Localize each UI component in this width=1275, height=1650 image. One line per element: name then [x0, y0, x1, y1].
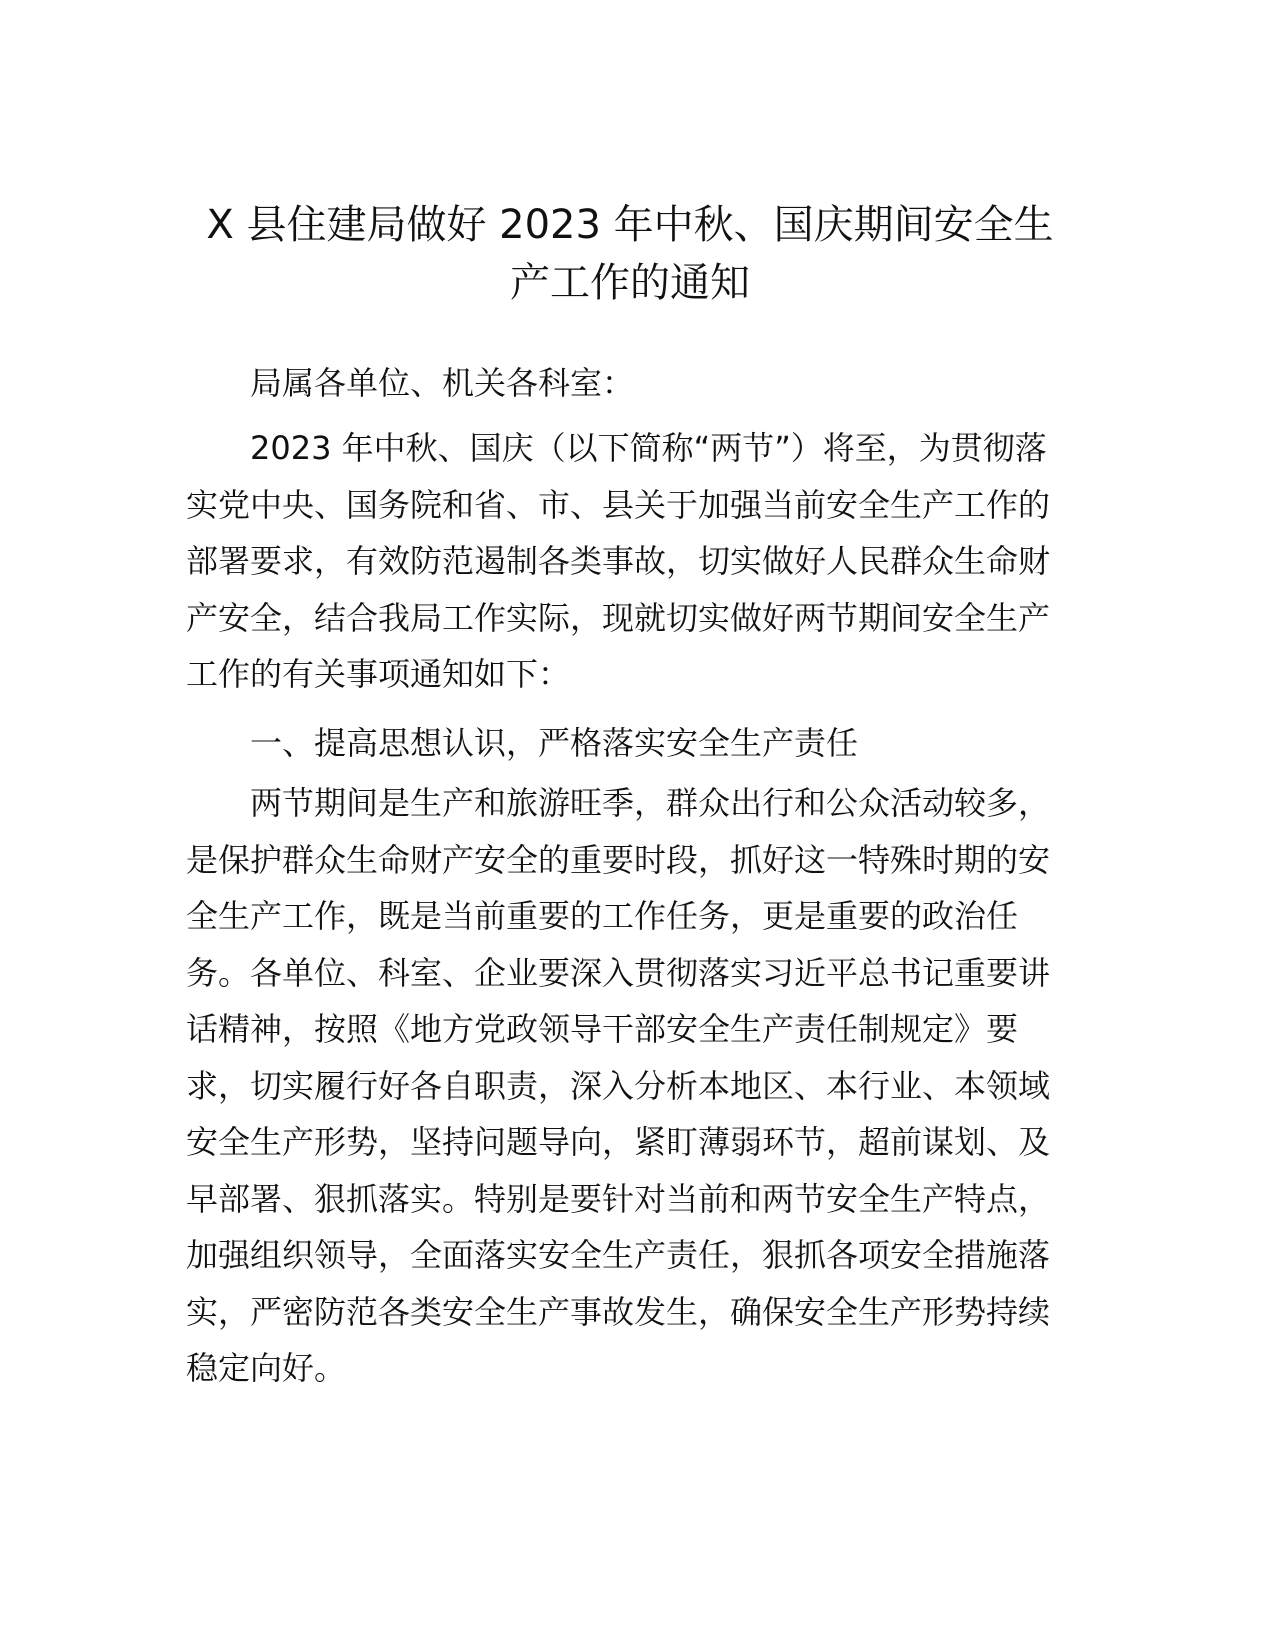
paragraph-line: 求，切实履行好各自职责，深入分析本地区、本行业、本领域 [186, 1066, 1051, 1105]
paragraph-line: 产安全，结合我局工作实际，现就切实做好两节期间安全生产 [186, 598, 1051, 637]
paragraph-line: 话精神，按照《地方党政领导干部安全生产责任制规定》要 [186, 1010, 1019, 1048]
section-heading-text: 一、提高思想认识，严格落实安全生产责任 [250, 724, 859, 762]
paragraph-section-1 [186, 775, 1090, 1397]
paragraph-line: 务。各单位、科室、企业要深入贯彻落实习近平总书记重要讲 [186, 953, 1051, 992]
title-line-2: 产工作的通知 [510, 260, 750, 306]
paragraph-line: 稳定向好。 [186, 1349, 347, 1387]
document-title [180, 196, 1080, 312]
paragraph-line: 2023 年中秋、国庆（以下简称“两节”）将至，为贯彻落 [250, 429, 1047, 467]
paragraph-line: 安全生产形势，坚持问题导向，紧盯薄弱环节，超前谋划、及 [186, 1123, 1051, 1161]
section-heading-1 [186, 715, 1090, 772]
paragraph-line: 实，严密防范各类安全生产事故发生，确保安全生产形势持续 [186, 1292, 1051, 1331]
salutation [186, 355, 1090, 412]
paragraph-line: 实党中央、国务院和省、市、县关于加强当前安全生产工作的 [186, 485, 1051, 524]
paragraph-line: 部署要求，有效防范遏制各类事故，切实做好人民群众生命财 [186, 542, 1051, 580]
paragraph-line: 早部署、狠抓落实。特别是要针对当前和两节安全生产特点， [186, 1179, 1051, 1218]
paragraph-line: 加强组织领导，全面落实安全生产责任，狠抓各项安全措施落 [186, 1236, 1051, 1274]
paragraph-intro [186, 420, 1090, 703]
paragraph-line: 两节期间是生产和旅游旺季，群众出行和公众活动较多， [250, 784, 1051, 822]
title-line-1: X 县住建局做好 2023 年中秋、国庆期间安全生 [206, 202, 1054, 248]
paragraph-line: 全生产工作，既是当前重要的工作任务，更是重要的政治任 [186, 897, 1019, 935]
paragraph-line: 是保护群众生命财产安全的重要时段，抓好这一特殊时期的安 [186, 840, 1051, 879]
salutation-text: 局属各单位、机关各科室： [250, 364, 635, 402]
paragraph-line: 工作的有关事项通知如下： [186, 655, 571, 693]
